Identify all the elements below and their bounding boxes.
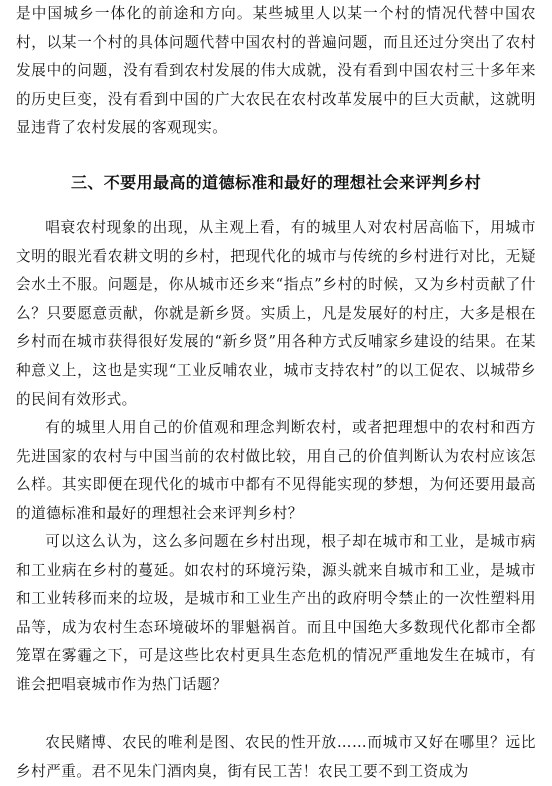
section-heading: 三、不要用最高的道德标准和最好的理想社会来评判乡村 (70, 173, 481, 192)
paragraph-body: 有的城里人用自己的价值观和理念判断农村，或者把理想中的农村和西方先进国家的农村与中国当前的农村做比较，用自己的价值判断认为农村应该怎么样。其实即便在现代化的城市中都有不见得能实现的梦想，为何还要用最高的道德标准和最好的理想社会来评判乡村？ (16, 419, 536, 522)
paragraph-body: 唱衰农村现象的出现，从主观上看，有的城里人对农村居高临下，用城市文明的眼光看农耕文明的乡村，把现代化的城市与传统的乡村进行对比，无疑会水土不服。问题是，你从城市还乡来“指点”乡村的时候，又为乡村贡献了什么？只要愿意贡献，你就是新乡贤。实质上，凡是发展好的村庄，大多是根在乡村而在城市获得很好发展的“新乡贤”用各种方式反哺家乡建设的结果。在某种意义上，这也是实现“工业反哺农业，城市支持农村”的以工促农、以城带乡的民间有效形式。 (16, 219, 536, 408)
paragraph-body: 农民赌博、农民的唯利是图、农民的性开放……而城市又好在哪里？远比乡村严重。君不见朱门酒肉臭，街有民工苦！农民工要不到工资成为 (16, 734, 536, 780)
paragraph-body: 可以这么认为，这么多问题在乡村出现，根子却在城市和工业，是城市病和工业病在乡村的蔓延。如农村的环境污染，源头就来自城市和工业，是城市和工业转移而来的垃圾，是城市和工业生产出的政府明令禁止的一次性塑料用品等，成为农村生态环境破坏的罪魁祸首。而且中国绝大多数现代化都市全都笼罩在雾霾之下，可是这些比农村更具生态危机的情况严重地发生在城市，有谁会把唱衰城市作为热门话题？ (16, 533, 536, 693)
paragraph-continuation: 是中国城乡一体化的前途和方向。某些城里人以某一个村的情况代替中国农村，以某一个村的具体问题代替中国农村的普遍问题，而且还过分突出了农村发展中的问题，没有看到农村发展的伟大成就，没有看到中国农村三十多年来的历史巨变，没有看到中国的广大农民在农村改革发展中的巨大贡献，这就明显违背了农村发展的客观现实。 (16, 5, 536, 137)
